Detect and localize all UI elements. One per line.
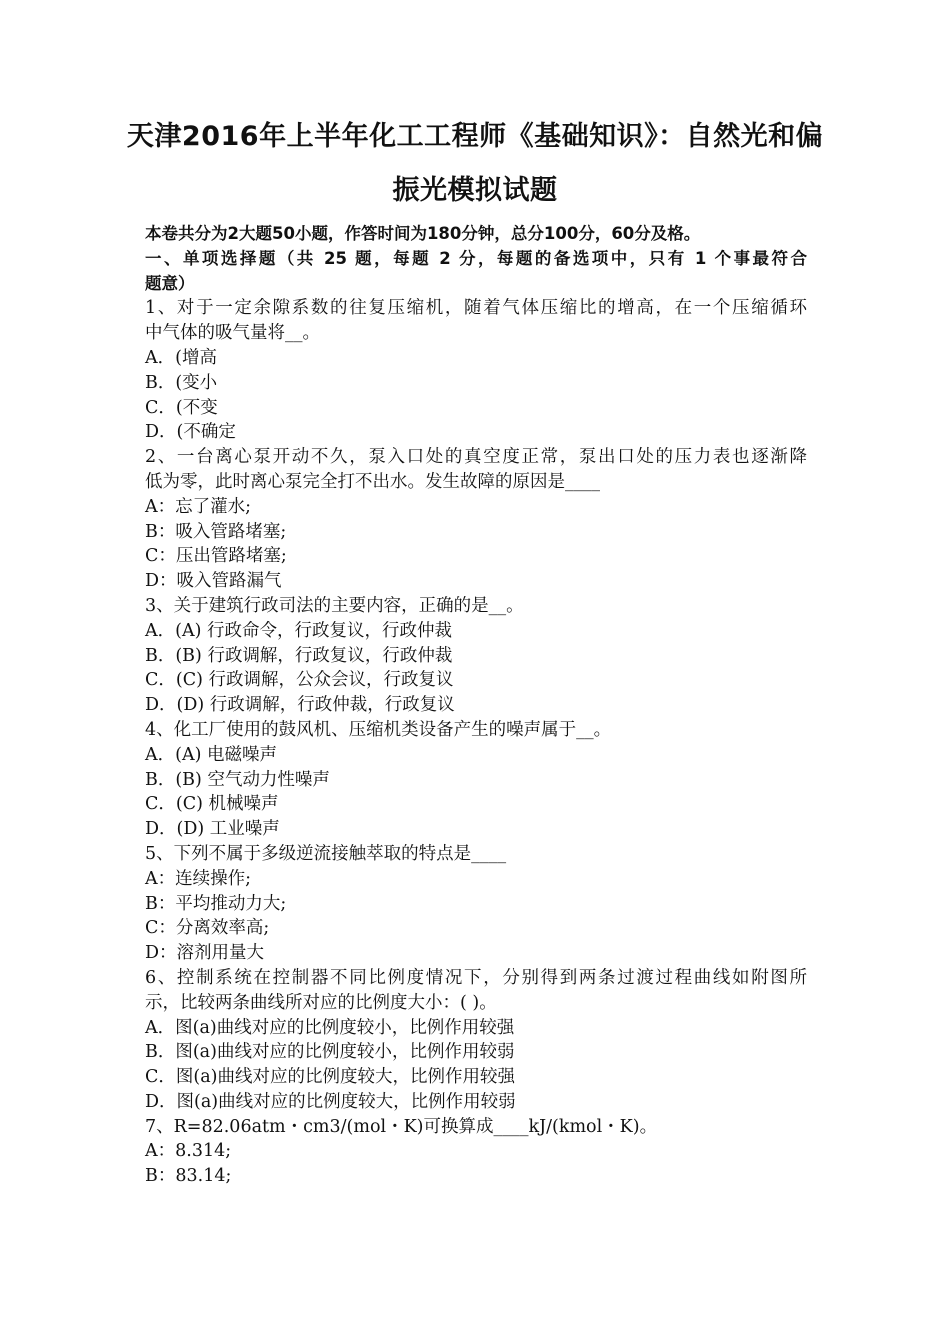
option-a: A．(A) 行政命令，行政复议，行政仲裁 xyxy=(145,620,452,641)
option-c: C：压出管路堵塞; xyxy=(145,546,287,567)
option-c: C：分离效率高; xyxy=(145,918,270,939)
section-heading-line2: 题意） xyxy=(145,273,195,293)
option-b: B．(B) 行政调解，行政复议，行政仲裁 xyxy=(145,645,453,666)
option-c: C．(C) 行政调解，公众会议，行政复议 xyxy=(145,670,454,691)
option-a: A．(A) 电磁噪声 xyxy=(145,744,277,765)
question-stem-cont: 低为零，此时离心泵完全打不出水。发生故障的原因是____ xyxy=(145,471,600,492)
option-a: A．(增高 xyxy=(145,347,217,368)
question-stem-cont: 中气体的吸气量将__。 xyxy=(145,323,320,344)
question-stem: 4、化工厂使用的鼓风机、压缩机类设备产生的噪声属于__。 xyxy=(145,719,612,740)
question-1 xyxy=(145,296,807,445)
question-stem: 3、关于建筑行政司法的主要内容，正确的是__。 xyxy=(145,595,524,616)
document-body xyxy=(145,222,807,1189)
option-b: B．(B) 空气动力性噪声 xyxy=(145,769,330,790)
question-stem: 6、控制系统在控制器不同比例度情况下，分别得到两条过渡过程曲线如附图所 xyxy=(145,967,807,988)
option-d: D．(不确定 xyxy=(145,422,236,443)
option-c: C．(C) 机械噪声 xyxy=(145,794,279,815)
question-stem-cont: 示，比较两条曲线所对应的比例度大小：( )。 xyxy=(145,992,497,1013)
option-d: D：溶剂用量大 xyxy=(145,943,265,964)
question-stem: 2、一台离心泵开动不久，泵入口处的真空度正常，泵出口处的压力表也逐渐降 xyxy=(145,447,807,468)
option-a: A：忘了灌水; xyxy=(145,496,252,517)
question-5 xyxy=(145,842,807,966)
document-title-line2: 振光模拟试题 xyxy=(392,175,558,206)
option-b: B．(变小 xyxy=(145,372,218,393)
question-3 xyxy=(145,594,807,718)
question-4 xyxy=(145,718,807,842)
option-b: B．图(a)曲线对应的比例度较小，比例作用较弱 xyxy=(145,1042,515,1063)
option-a: A．图(a)曲线对应的比例度较小，比例作用较强 xyxy=(145,1017,515,1038)
option-a: A：连续操作; xyxy=(145,868,252,889)
option-d: D．图(a)曲线对应的比例度较大，比例作用较弱 xyxy=(145,1091,516,1112)
question-6 xyxy=(145,966,807,1115)
option-b: B：吸入管路堵塞; xyxy=(145,521,287,542)
exam-intro: 本卷共分为2大题50小题，作答时间为180分钟，总分100分，60分及格。 xyxy=(145,224,701,243)
question-stem: 7、R=82.06atm・cm3/(mol・K)可换算成____kJ/(kmol・K)。 xyxy=(145,1116,658,1137)
option-c: C．(不变 xyxy=(145,397,218,418)
option-b: B：83.14; xyxy=(145,1166,232,1187)
question-2 xyxy=(145,445,807,594)
question-stem: 5、下列不属于多级逆流接触萃取的特点是____ xyxy=(145,843,507,864)
question-7 xyxy=(145,1115,807,1189)
option-d: D．(D) 行政调解，行政仲裁，行政复议 xyxy=(145,695,455,716)
option-c: C．图(a)曲线对应的比例度较大，比例作用较强 xyxy=(145,1067,515,1088)
document-title-line1: 天津2016年上半年化工工程师《基础知识》：自然光和偏 xyxy=(126,121,824,152)
option-d: D．(D) 工业噪声 xyxy=(145,819,280,840)
option-b: B：平均推动力大; xyxy=(145,893,287,914)
option-a: A：8.314; xyxy=(145,1141,232,1162)
section-heading-line1: 一、单项选择题（共 25 题，每题 2 分，每题的备选项中，只有 1 个事最符合 xyxy=(145,248,807,268)
question-stem: 1、对于一定余隙系数的往复压缩机，随着气体压缩比的增高，在一个压缩循环 xyxy=(145,298,807,319)
option-d: D：吸入管路漏气 xyxy=(145,571,282,592)
